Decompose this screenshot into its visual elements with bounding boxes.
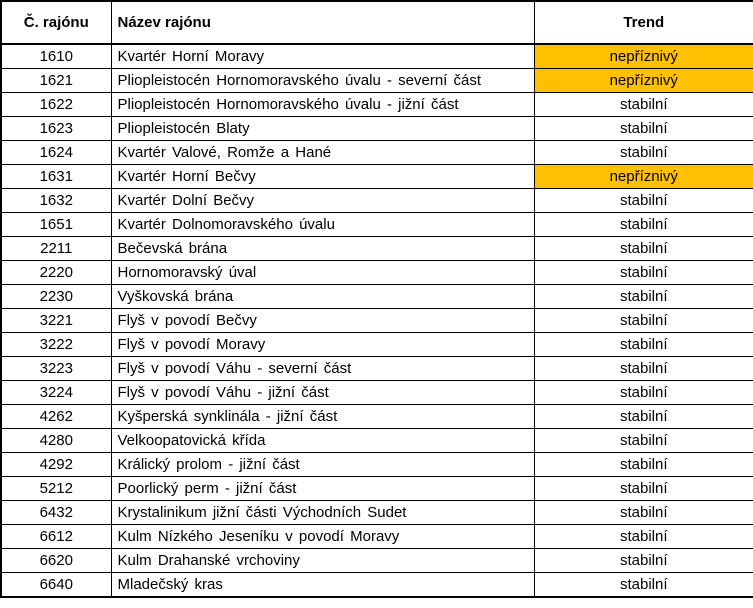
table-row <box>1 261 753 285</box>
table-header-row <box>1 1 753 44</box>
rayon-name-cell: Flyš v povodí Váhu - jižní část <box>111 381 534 405</box>
rayon-number-cell: 1631 <box>1 165 111 189</box>
rayon-number-cell: 3224 <box>1 381 111 405</box>
rayon-number-cell: 1632 <box>1 189 111 213</box>
rayon-name-cell: Poorlický perm - jižní část <box>111 477 534 501</box>
table-row <box>1 405 753 429</box>
rayon-number-cell: 2211 <box>1 237 111 261</box>
table-row <box>1 333 753 357</box>
rayon-name-cell: Kvartér Dolnomoravského úvalu <box>111 213 534 237</box>
rayon-name-cell: Mladečský kras <box>111 573 534 598</box>
trend-cell: stabilní <box>534 405 753 429</box>
table-row <box>1 237 753 261</box>
trend-cell: stabilní <box>534 285 753 309</box>
rayon-name-cell: Kulm Drahanské vrchoviny <box>111 549 534 573</box>
rayon-name-cell: Krystalinikum jižní části Východních Sudet <box>111 501 534 525</box>
table-row <box>1 453 753 477</box>
trend-cell: stabilní <box>534 453 753 477</box>
table-row <box>1 117 753 141</box>
rayon-name-cell: Kvartér Horní Bečvy <box>111 165 534 189</box>
trend-cell: stabilní <box>534 573 753 598</box>
rayon-name-cell: Kvartér Valové, Romže a Hané <box>111 141 534 165</box>
trend-cell: nepříznivý <box>534 69 753 93</box>
rayon-name-cell: Hornomoravský úval <box>111 261 534 285</box>
trend-cell: nepříznivý <box>534 44 753 69</box>
trend-cell: stabilní <box>534 429 753 453</box>
rayon-number-cell: 4280 <box>1 429 111 453</box>
rayon-number-cell: 5212 <box>1 477 111 501</box>
table-row <box>1 213 753 237</box>
table-row <box>1 381 753 405</box>
rayon-number-cell: 6432 <box>1 501 111 525</box>
table-row <box>1 44 753 69</box>
rayon-number-cell: 2220 <box>1 261 111 285</box>
rayon-number-cell: 6640 <box>1 573 111 598</box>
rayon-number-cell: 3222 <box>1 333 111 357</box>
rayon-name-cell: Králický prolom - jižní část <box>111 453 534 477</box>
trend-cell: stabilní <box>534 525 753 549</box>
rayon-name-cell: Kyšperská synklinála - jižní část <box>111 405 534 429</box>
rayon-name-cell: Flyš v povodí Váhu - severní část <box>111 357 534 381</box>
rayon-name-cell: Kvartér Horní Moravy <box>111 44 534 69</box>
header-number: Č. rajónu <box>1 1 111 44</box>
table-row <box>1 429 753 453</box>
trend-cell: stabilní <box>534 381 753 405</box>
header-trend: Trend <box>534 1 753 44</box>
rayon-number-cell: 6620 <box>1 549 111 573</box>
rayon-number-cell: 1622 <box>1 93 111 117</box>
table-row <box>1 309 753 333</box>
rayon-name-cell: Kulm Nízkého Jeseníku v povodí Moravy <box>111 525 534 549</box>
rayon-name-cell: Pliopleistocén Hornomoravského úvalu - jižní část <box>111 93 534 117</box>
trend-cell: stabilní <box>534 117 753 141</box>
trend-cell: stabilní <box>534 93 753 117</box>
table-row <box>1 549 753 573</box>
rayon-name-cell: Vyškovská brána <box>111 285 534 309</box>
table-row <box>1 573 753 598</box>
trend-cell: stabilní <box>534 357 753 381</box>
trend-cell: stabilní <box>534 501 753 525</box>
table-row <box>1 165 753 189</box>
rayon-number-cell: 1621 <box>1 69 111 93</box>
trend-cell: nepříznivý <box>534 165 753 189</box>
table-body <box>1 44 753 597</box>
trend-cell: stabilní <box>534 333 753 357</box>
rayon-number-cell: 1623 <box>1 117 111 141</box>
rayon-number-cell: 2230 <box>1 285 111 309</box>
rayon-number-cell: 4262 <box>1 405 111 429</box>
rayon-number-cell: 3223 <box>1 357 111 381</box>
trend-cell: stabilní <box>534 189 753 213</box>
rayon-number-cell: 1610 <box>1 44 111 69</box>
rayon-number-cell: 4292 <box>1 453 111 477</box>
rayon-name-cell: Flyš v povodí Moravy <box>111 333 534 357</box>
rayon-name-cell: Velkoopatovická křída <box>111 429 534 453</box>
trend-cell: stabilní <box>534 261 753 285</box>
rayon-number-cell: 3221 <box>1 309 111 333</box>
trend-cell: stabilní <box>534 237 753 261</box>
table-row <box>1 525 753 549</box>
rayon-number-cell: 1651 <box>1 213 111 237</box>
rayon-name-cell: Flyš v povodí Bečvy <box>111 309 534 333</box>
table-row <box>1 357 753 381</box>
rayon-name-cell: Pliopleistocén Hornomoravského úvalu - severní část <box>111 69 534 93</box>
trend-cell: stabilní <box>534 477 753 501</box>
trend-cell: stabilní <box>534 549 753 573</box>
trend-cell: stabilní <box>534 213 753 237</box>
table-row <box>1 501 753 525</box>
table-row <box>1 477 753 501</box>
rayon-name-cell: Pliopleistocén Blaty <box>111 117 534 141</box>
rayon-name-cell: Bečevská brána <box>111 237 534 261</box>
trend-cell: stabilní <box>534 141 753 165</box>
table-row <box>1 93 753 117</box>
trend-cell: stabilní <box>534 309 753 333</box>
table-row <box>1 69 753 93</box>
rayon-number-cell: 1624 <box>1 141 111 165</box>
rayon-name-cell: Kvartér Dolní Bečvy <box>111 189 534 213</box>
table-row <box>1 285 753 309</box>
table-row <box>1 189 753 213</box>
table-row <box>1 141 753 165</box>
rayon-number-cell: 6612 <box>1 525 111 549</box>
header-name: Název rajónu <box>111 1 534 44</box>
